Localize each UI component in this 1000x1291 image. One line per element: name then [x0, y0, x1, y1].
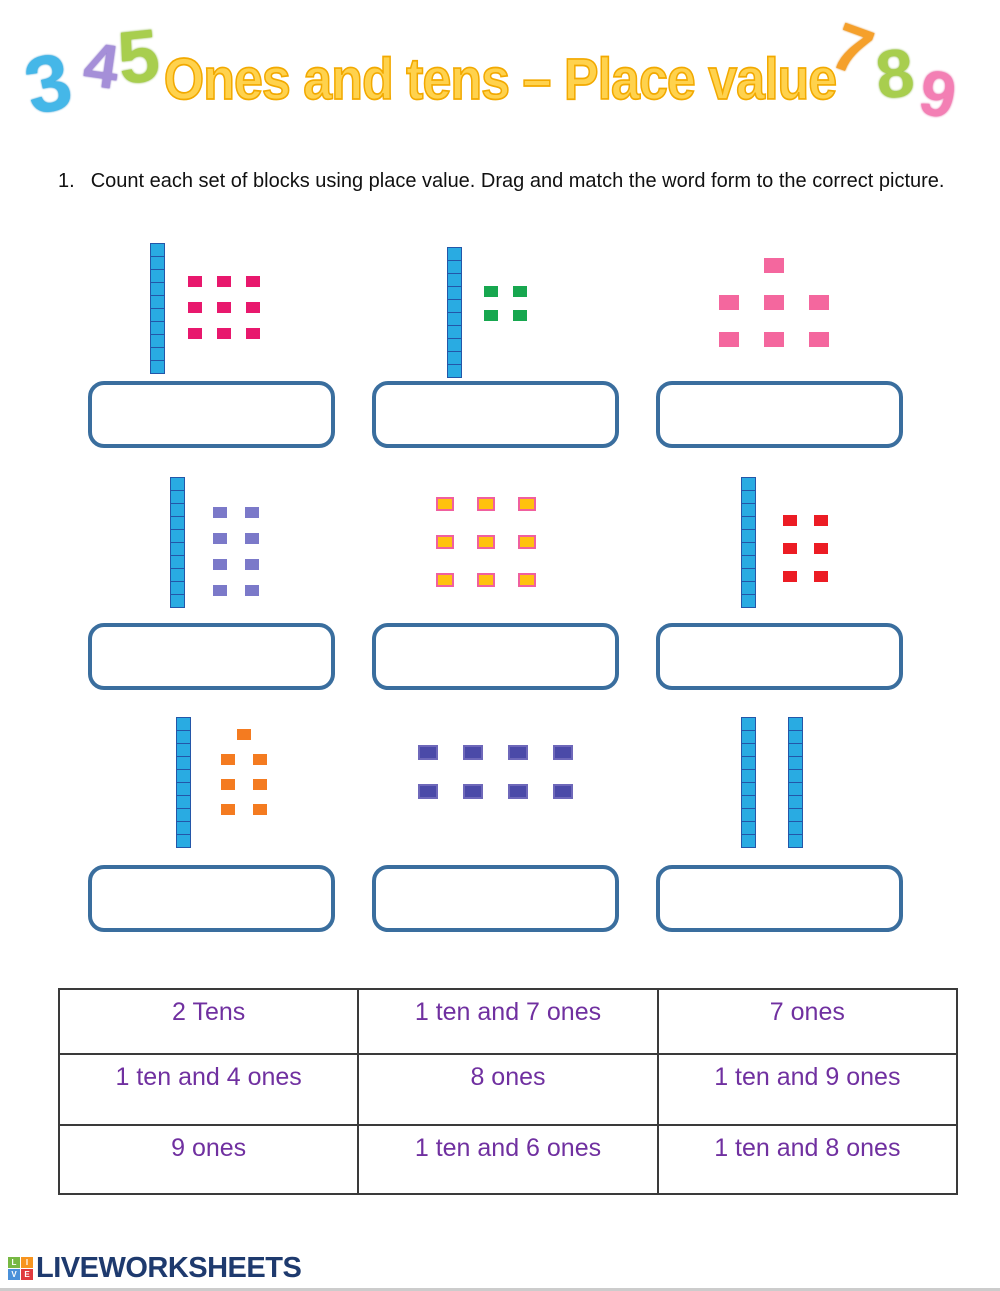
blocks-area-9 — [656, 717, 908, 865]
ones-units-group — [719, 258, 829, 347]
word-card[interactable]: 1 ten and 7 ones — [358, 989, 657, 1054]
ones-unit — [719, 295, 739, 310]
ones-unit — [253, 804, 267, 815]
ones-unit — [221, 779, 235, 790]
ones-unit — [436, 573, 454, 587]
tens-rod — [176, 717, 191, 848]
ones-unit — [764, 295, 784, 310]
ones-unit — [518, 497, 536, 511]
ones-unit — [245, 533, 259, 544]
ones-unit — [217, 328, 231, 339]
ones-unit — [188, 276, 202, 287]
answer-drop-zone-3[interactable] — [656, 381, 903, 448]
ones-unit — [513, 310, 527, 321]
ones-unit — [217, 302, 231, 313]
answer-drop-zone-1[interactable] — [88, 381, 335, 448]
instruction-number: 1. — [58, 170, 75, 192]
ones-unit — [213, 585, 227, 596]
word-card[interactable]: 9 ones — [59, 1125, 358, 1194]
ones-unit — [518, 573, 536, 587]
ones-unit — [188, 328, 202, 339]
place-value-picture-5 — [372, 475, 624, 717]
word-card[interactable]: 1 ten and 6 ones — [358, 1125, 657, 1194]
ones-unit — [436, 535, 454, 549]
ones-unit — [217, 276, 231, 287]
ones-unit — [246, 276, 260, 287]
ones-unit — [245, 559, 259, 570]
ones-unit — [237, 729, 251, 740]
ones-unit — [418, 745, 438, 760]
word-card[interactable]: 1 ten and 4 ones — [59, 1054, 358, 1125]
decor-number-7: 7 — [822, 7, 883, 91]
ones-unit — [246, 302, 260, 313]
ones-units-group — [484, 286, 527, 321]
place-value-picture-3 — [656, 233, 908, 475]
ones-unit — [221, 754, 235, 765]
ones-units-group — [213, 507, 259, 596]
ones-unit — [508, 784, 528, 799]
answer-drop-zone-5[interactable] — [372, 623, 619, 690]
instruction-text — [58, 170, 958, 193]
blocks-area-2 — [372, 233, 624, 381]
ones-unit — [418, 784, 438, 799]
ones-unit — [518, 535, 536, 549]
ones-unit — [477, 535, 495, 549]
blocks-area-8 — [372, 717, 624, 865]
ones-unit — [553, 745, 573, 760]
blocks-area-4 — [88, 475, 340, 623]
liveworksheets-wordmark: LIVEWORKSHEETS — [36, 1252, 302, 1284]
ones-unit — [484, 310, 498, 321]
ones-unit — [764, 332, 784, 347]
ones-unit — [213, 559, 227, 570]
ones-unit — [253, 779, 267, 790]
decor-number-5: 5 — [113, 13, 164, 100]
answer-drop-zone-6[interactable] — [656, 623, 903, 690]
ones-unit — [814, 571, 828, 582]
ones-unit — [553, 784, 573, 799]
ones-units-group — [418, 745, 573, 799]
answer-drop-zone-7[interactable] — [88, 865, 335, 932]
ones-unit — [436, 497, 454, 511]
place-value-picture-7 — [88, 717, 340, 959]
ones-units-group — [436, 497, 536, 587]
ones-unit — [213, 533, 227, 544]
footer — [8, 1252, 301, 1285]
ones-unit — [246, 328, 260, 339]
ones-unit — [221, 804, 235, 815]
place-value-picture-4 — [88, 475, 340, 717]
decor-number-8: 8 — [872, 34, 918, 114]
instruction-body: Count each set of blocks using place value. Drag and match the word form to the correct picture. — [90, 170, 945, 192]
ones-unit — [508, 745, 528, 760]
ones-unit — [764, 258, 784, 273]
decor-number-3: 3 — [17, 35, 80, 132]
ones-unit — [463, 745, 483, 760]
ones-units-group — [188, 276, 260, 339]
ones-unit — [814, 543, 828, 554]
blocks-area-3 — [656, 233, 908, 381]
page-title: Ones and tens – Place value — [163, 47, 837, 113]
tens-rod — [741, 477, 756, 608]
ones-unit — [783, 543, 797, 554]
tens-rod — [788, 717, 803, 848]
ones-unit — [809, 295, 829, 310]
ones-unit — [484, 286, 498, 297]
ones-units-group — [221, 729, 267, 815]
ones-unit — [783, 515, 797, 526]
ones-unit — [253, 754, 267, 765]
ones-unit — [477, 497, 495, 511]
tens-rod — [150, 243, 165, 374]
ones-unit — [213, 507, 227, 518]
decor-number-9: 9 — [914, 55, 962, 133]
ones-unit — [477, 573, 495, 587]
answer-drop-zone-2[interactable] — [372, 381, 619, 448]
blocks-area-1 — [88, 233, 340, 381]
blocks-area-7 — [88, 717, 340, 865]
ones-unit — [188, 302, 202, 313]
word-card[interactable]: 7 ones — [658, 989, 957, 1054]
word-card[interactable]: 1 ten and 8 ones — [658, 1125, 957, 1194]
place-value-picture-8 — [372, 717, 624, 959]
place-value-picture-9 — [656, 717, 908, 959]
pictures-grid — [88, 233, 908, 959]
word-bank-table — [58, 988, 958, 1195]
liveworksheets-logo-icon: L I V E — [8, 1257, 33, 1280]
tens-rod — [170, 477, 185, 608]
ones-unit — [463, 784, 483, 799]
ones-units-group — [783, 515, 828, 582]
ones-unit — [783, 571, 797, 582]
word-card[interactable]: 1 ten and 9 ones — [658, 1054, 957, 1125]
ones-unit — [245, 585, 259, 596]
blocks-area-6 — [656, 475, 908, 623]
ones-unit — [245, 507, 259, 518]
answer-drop-zone-9[interactable] — [656, 865, 903, 932]
place-value-picture-2 — [372, 233, 624, 475]
answer-drop-zone-4[interactable] — [88, 623, 335, 690]
ones-unit — [719, 332, 739, 347]
ones-unit — [513, 286, 527, 297]
tens-rod — [447, 247, 462, 378]
answer-drop-zone-8[interactable] — [372, 865, 619, 932]
word-card[interactable]: 2 Tens — [59, 989, 358, 1054]
place-value-picture-6 — [656, 475, 908, 717]
decor-number-4: 4 — [79, 29, 124, 104]
ones-unit — [809, 332, 829, 347]
ones-unit — [814, 515, 828, 526]
blocks-area-5 — [372, 475, 624, 623]
place-value-picture-1 — [88, 233, 340, 475]
tens-rod — [741, 717, 756, 848]
word-card[interactable]: 8 ones — [358, 1054, 657, 1125]
